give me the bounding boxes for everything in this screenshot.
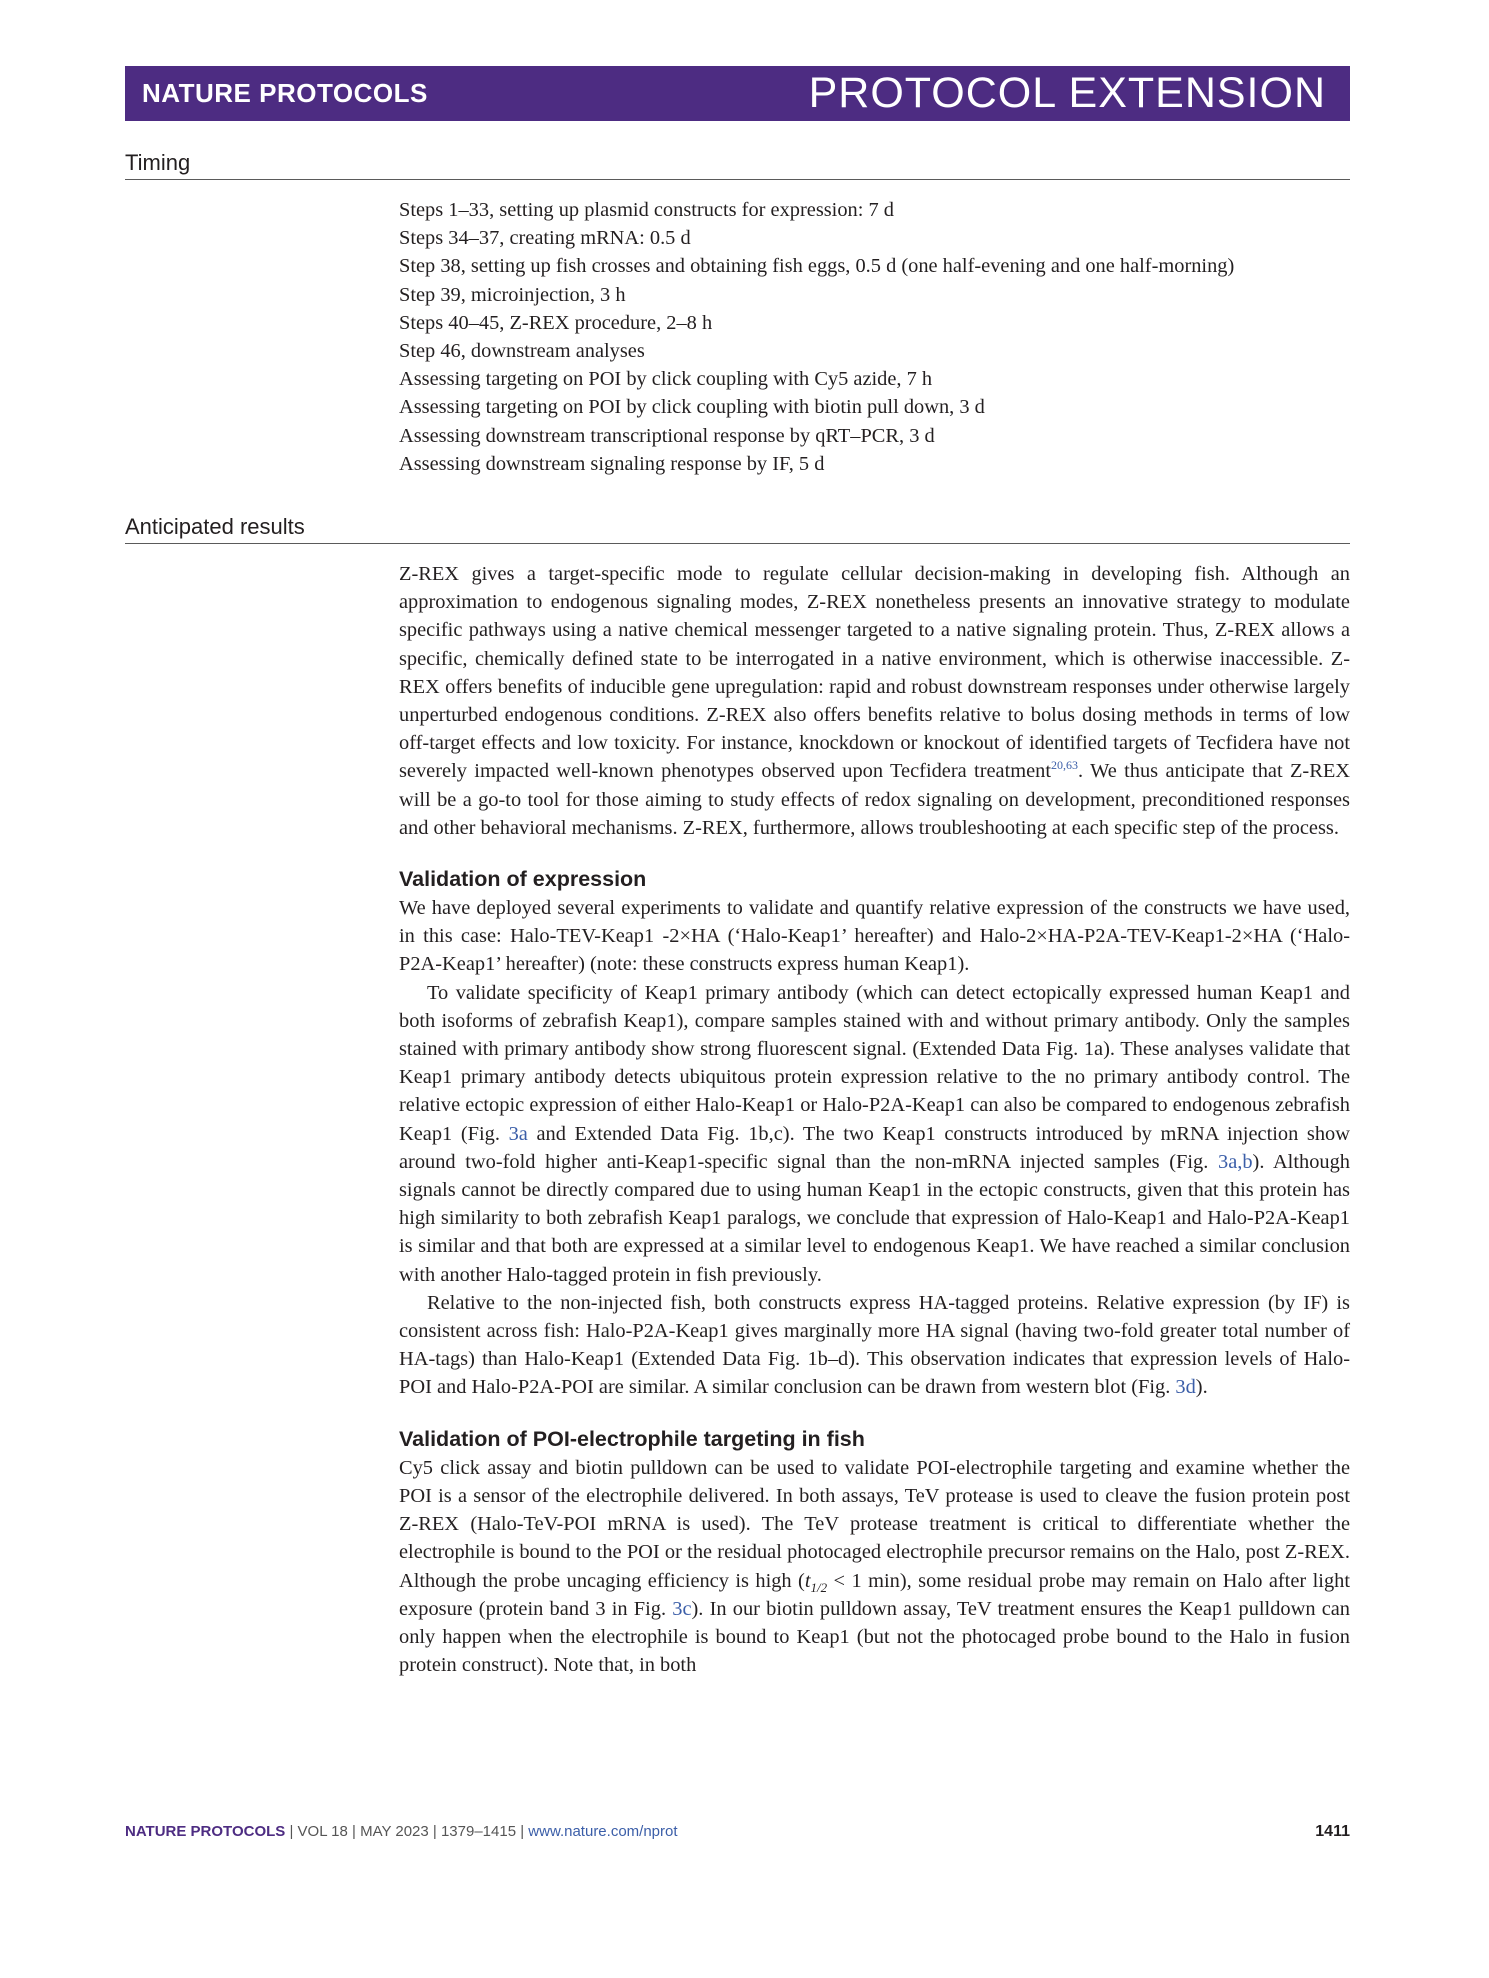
anticipated-results-heading: Anticipated results bbox=[125, 514, 1350, 544]
validation-expression-paragraph-2: To validate specificity of Keap1 primary antibody (which can detect ectopically expressed human Keap1 and both isoforms of zebrafish Keap1), compare samples stained with and without primary antibody. Only the samples stained with primary antibody show strong fluorescent signal. (Extended Data Fig. 1a). These analyses validate that Keap1 primary antibody detects ubiquitous protein expression relative to the no primary antibody control. The relative ectopic expression of either Halo-Keap1 or Halo-P2A-Keap1 can also be compared to endogenous zebrafish Keap1 (Fig. 3a and Extended Data Fig. 1b,c). The two Keap1 constructs introduced by mRNA injection show around two-fold higher anti-Keap1-specific signal than the non-mRNA injected samples (Fig. 3a,b). Although signals cannot be directly compared due to using human Keap1 in the ectopic constructs, given that this protein has high similarity to both zebrafish Keap1 paralogs, we conclude that expression of Halo-Keap1 and Halo-P2A-Keap1 is similar and that both are expressed at a similar level to endogenous Keap1. We have reached a similar conclusion with another Halo-tagged protein in fish previously. bbox=[399, 981, 1350, 1286]
timing-item: Step 39, microinjection, 3 h bbox=[399, 283, 626, 306]
validation-expression-paragraph-3: Relative to the non-injected fish, both constructs express HA-tagged proteins. Relative expression (by IF) is consistent across fish: Halo-P2A-Keap1 gives marginally more HA signal (having two-fold greater total number of HA-tags) than Halo-Keap1 (Extended Data Fig. 1b–d). This observation indicates that expression levels of Halo-POI and Halo-P2A-POI are similar. A similar conclusion can be drawn from western blot (Fig. 3d). bbox=[399, 1291, 1350, 1399]
timing-item: Steps 1–33, setting up plasmid constructs for expression: 7 d bbox=[399, 199, 894, 221]
citation-ref[interactable]: 20,63 bbox=[1051, 758, 1079, 773]
footer-journal: NATURE PROTOCOLS bbox=[125, 1823, 286, 1840]
anticipated-paragraph: Z-REX gives a target-specific mode to regulate cellular decision-making in developing fish. Although an approximation to endogenous signaling modes, Z-REX nonetheless presents an innovative strategy to modulate specific pathways using a native chemical messenger targeted to a native signaling protein. Thus, Z-REX allows a specific, chemically defined state to be interrogated in a native environment, which is otherwise inaccessible. Z-REX offers benefits of inducible gene upregulation: rapid and robust downstream responses under otherwise largely unperturbed endogenous conditions. Z-REX also offers benefits relative to bolus dosing methods in terms of low off-target effects and low toxicity. For instance, knockdown or knockout of identified targets of Tecfidera have not severely impacted well-known phenotypes observed upon Tecfidera treatment$^{20,63}$. We thus anticipate that Z-REX will be a go-to tool for those aiming to study effects of redox signaling on development, preconditioned responses and other behavioral mechanisms. Z-REX, furthermore, allows troubleshooting at each specific step of the process. bbox=[399, 563, 1351, 839]
figure-link-3a[interactable]: 3a bbox=[508, 1122, 528, 1145]
timing-item: Assessing downstream signaling response by IF, 5 d bbox=[399, 452, 825, 475]
page-number: 1411 bbox=[1315, 1823, 1350, 1840]
figure-link-3ab[interactable]: 3a,b bbox=[1218, 1150, 1253, 1173]
timing-item: Assessing downstream transcriptional response by qRT–PCR, 3 d bbox=[399, 424, 935, 447]
footer-citation: | VOL 18 | MAY 2023 | 1379–1415 | bbox=[285, 1823, 529, 1840]
journal-name: NATURE PROTOCOLS bbox=[142, 78, 428, 108]
timing-item: Assessing targeting on POI by click coupling with biotin pull down, 3 d bbox=[399, 396, 985, 419]
validation-targeting-heading: Validation of POI-electrophile targeting in fish bbox=[399, 1426, 865, 1451]
journal-header-bar bbox=[125, 66, 1350, 121]
validation-expression-paragraph-1: We have deployed several experiments to validate and quantify relative expression of the constructs we have used, in this case: Halo-TEV-Keap1 -2×HA (‘Halo-Keap1’ hereafter) and Halo-2×HA-P2A-TEV-Keap1-2×HA (‘Halo-P2A-Keap1’ hereafter) (note: these constructs express human Keap1). bbox=[399, 897, 1350, 976]
figure-link-3c[interactable]: 3c bbox=[672, 1597, 692, 1620]
timing-item: Step 46, downstream analyses bbox=[399, 340, 645, 363]
footer-url[interactable]: www.nature.com/nprot bbox=[528, 1823, 678, 1840]
timing-list bbox=[399, 196, 1350, 478]
timing-item: Steps 34–37, creating mRNA: 0.5 d bbox=[399, 227, 691, 250]
validation-expression-heading: Validation of expression bbox=[399, 867, 647, 892]
page-footer bbox=[125, 1823, 1350, 1840]
timing-item: Steps 40–45, Z-REX procedure, 2–8 h bbox=[399, 311, 713, 334]
timing-item: Step 38, setting up fish crosses and obtaining fish eggs, 0.5 d (one half-evening and one half-morning) bbox=[399, 255, 1235, 278]
anticipated-results-body bbox=[399, 560, 1350, 1679]
timing-heading: Timing bbox=[125, 150, 1350, 180]
article-type: PROTOCOL EXTENSION bbox=[808, 69, 1326, 117]
timing-item: Assessing targeting on POI by click coupling with Cy5 azide, 7 h bbox=[399, 368, 933, 391]
validation-targeting-paragraph: Cy5 click assay and biotin pulldown can be used to validate POI-electrophile targeting and examine whether the POI is a sensor of the electrophile delivered. In both assays, TeV protease is used to cleave the fusion protein post Z-REX (Halo-TeV-POI mRNA is used). The TeV protease treatment is critical to differentiate whether the electrophile is bound to the POI or the residual photocaged electrophile precursor remains on the Halo, post Z-REX. Although the probe uncaging efficiency is high ($t_{1/2} < 1$ min), some residual probe may remain on Halo after light exposure (protein band 3 in Fig. 3c). In our biotin pulldown assay, TeV treatment ensures the Keap1 pulldown can only happen when the electrophile is bound to Keap1 (but not the photocaged probe bound to the Halo in fusion protein construct). Note that, in both bbox=[399, 1456, 1351, 1677]
figure-link-3d[interactable]: 3d bbox=[1175, 1376, 1196, 1399]
